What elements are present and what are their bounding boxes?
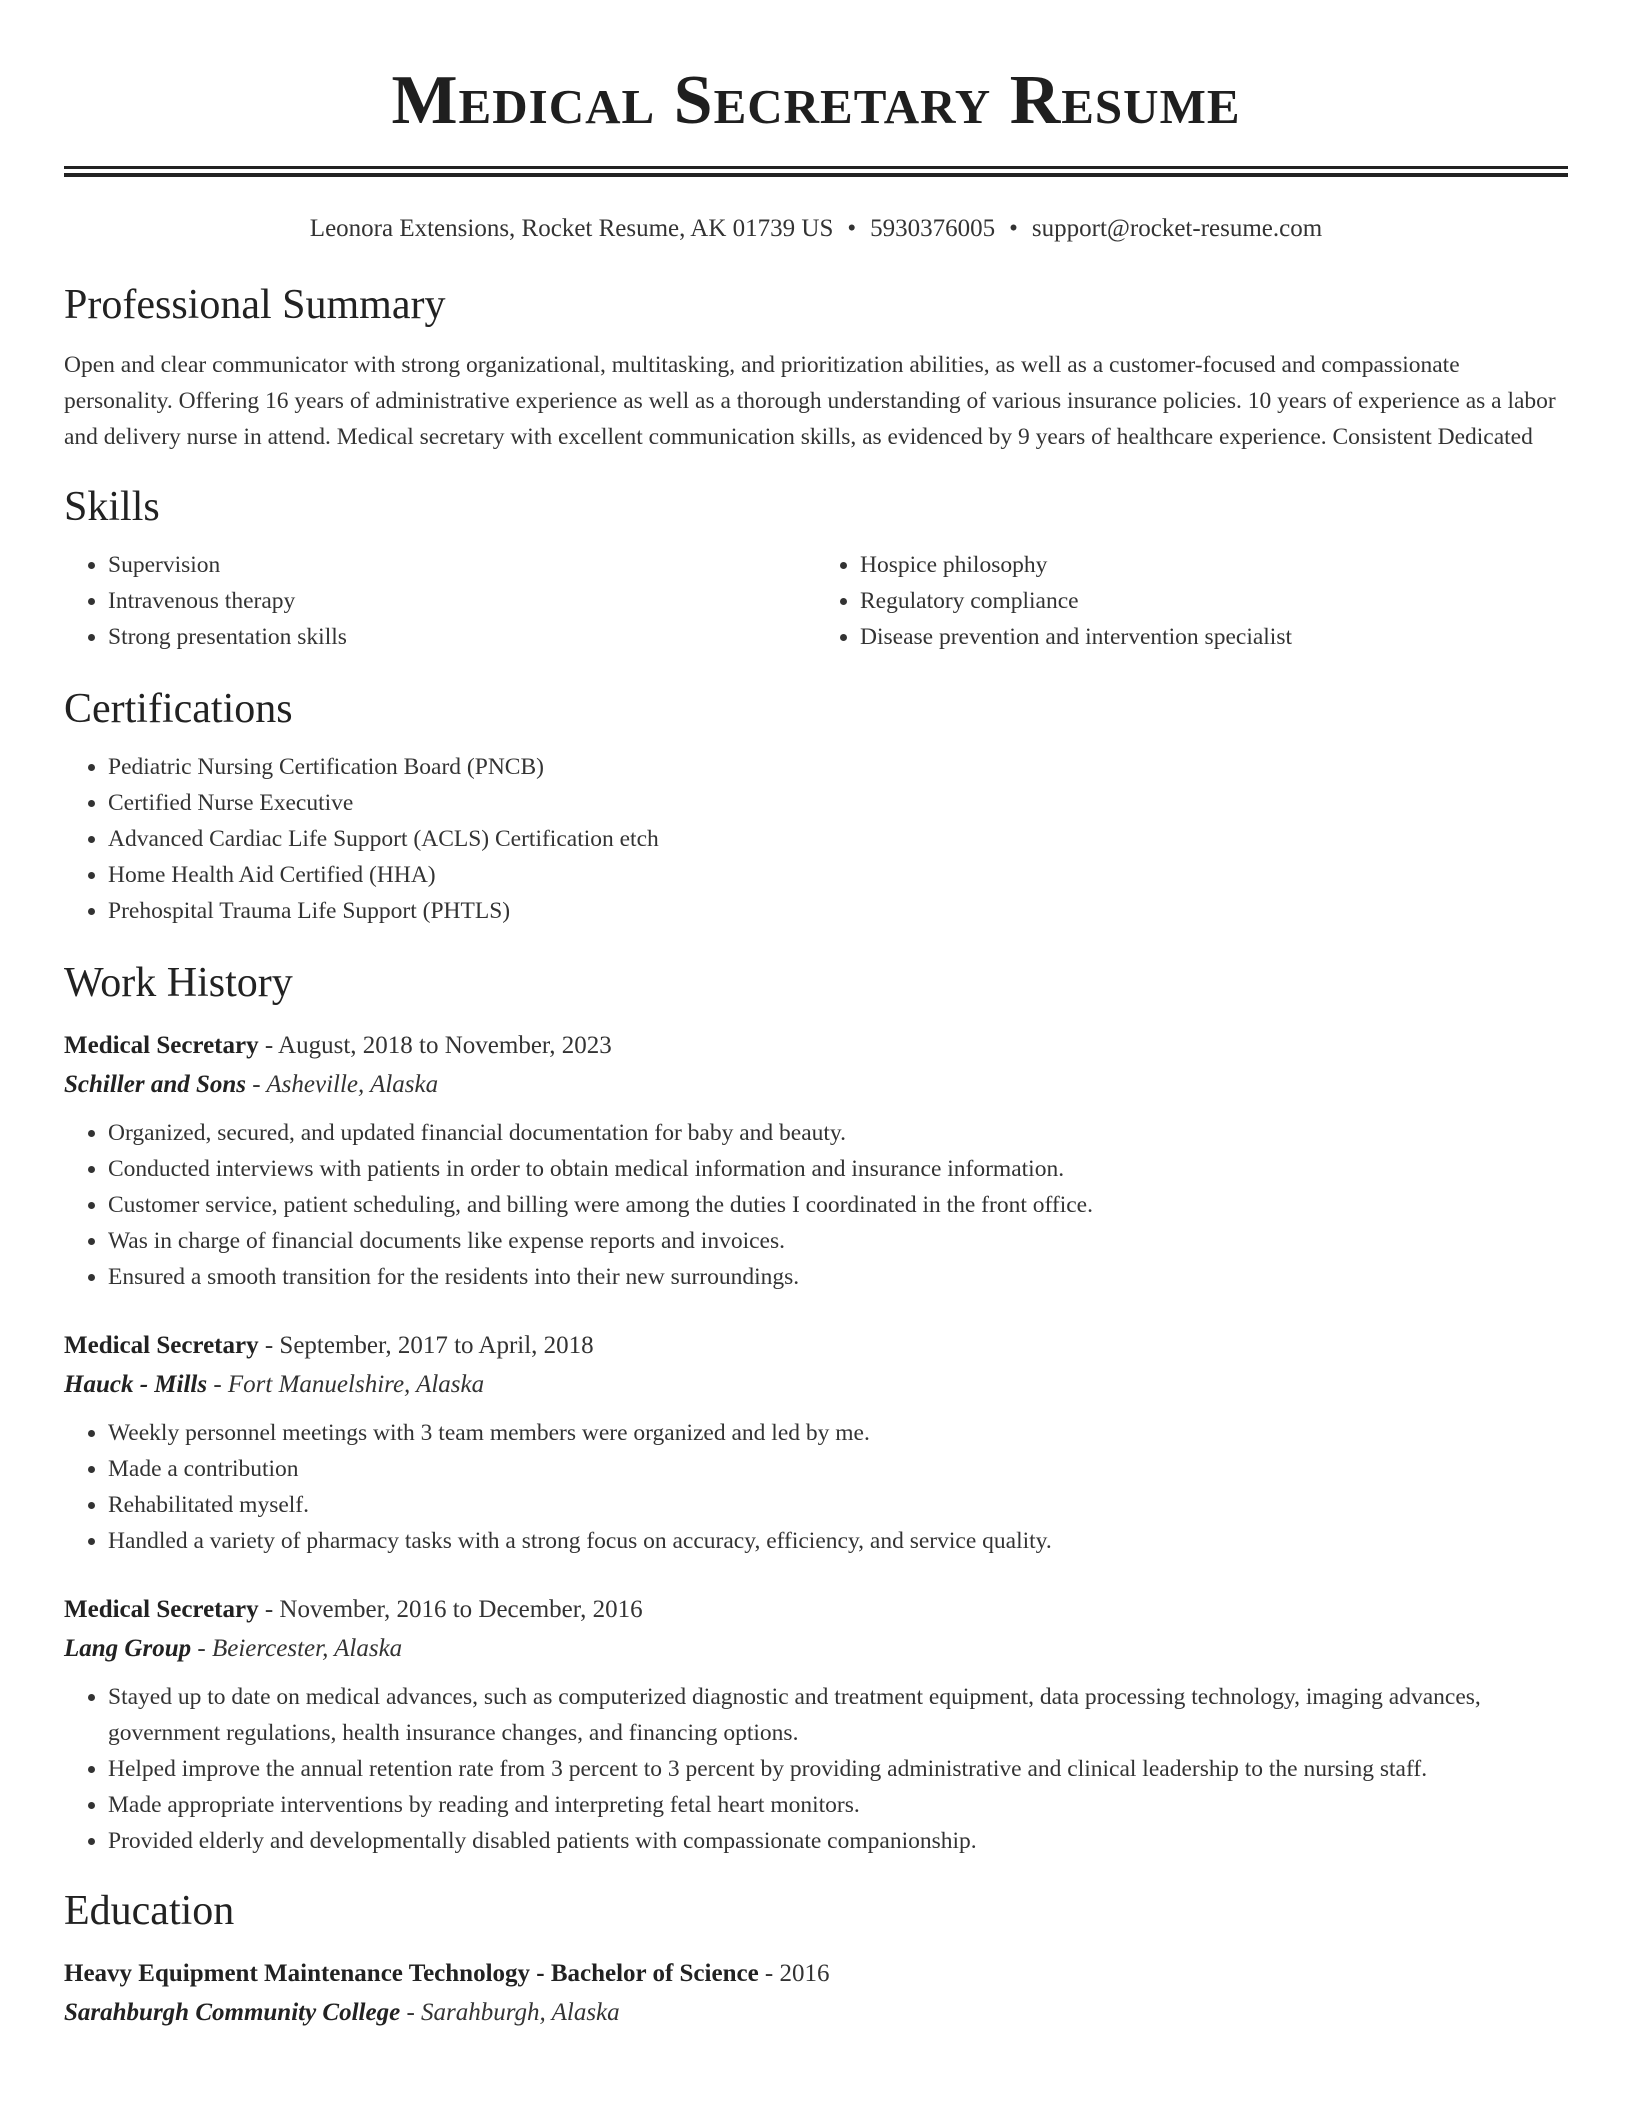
contact-address: Leonora Extensions, Rocket Resume, AK 01739 US	[309, 215, 834, 242]
job-title: Medical Secretary	[64, 1332, 259, 1359]
job-bullet: • Helped improve the annual retention rate from 3 percent to 3 percent by providing administrative and clinical leadership to the nursing staff.	[108, 1751, 1568, 1787]
job-company: Hauck - Mills	[64, 1371, 208, 1398]
title-divider	[64, 166, 1568, 177]
summary-text: Open and clear communicator with strong organizational, multitasking, and prioritization abilities, as well as a customer-focused and compassionate personality. Offering 16 years of administrative experience as well as a thorough understanding of various insurance policies. 10 years of experience as a labor and delivery nurse in attend. Medical secretary with excellent communication skills, as evidenced by 9 years of healthcare experience. Consistent Dedicated	[64, 352, 1556, 450]
skill-item: • Intravenous therapy	[108, 583, 816, 619]
certification-item: • Certified Nurse Executive	[108, 785, 1568, 821]
job-entry	[64, 1591, 1568, 1859]
job-entry	[64, 1327, 1568, 1559]
certifications-list	[64, 749, 1568, 929]
certification-item: • Home Health Aid Certified (HHA)	[108, 857, 1568, 893]
education-degree-line: Heavy Equipment Maintenance Technology - Bachelor of Science - 2016	[64, 1960, 830, 1987]
job-bullets	[64, 1679, 1568, 1859]
work-history-heading: Work History	[64, 960, 293, 1006]
summary-section	[64, 279, 1568, 455]
job-title-line: Medical Secretary - September, 2017 to April, 2018	[64, 1332, 594, 1359]
job-bullet: • Made a contribution	[108, 1451, 1568, 1487]
skills-list-right	[816, 547, 1568, 655]
skill-item: • Supervision	[108, 547, 816, 583]
job-title-line: Medical Secretary - November, 2016 to December, 2016	[64, 1596, 643, 1623]
skill-item: • Disease prevention and intervention specialist	[860, 619, 1568, 655]
job-title-line: Medical Secretary - August, 2018 to November, 2023	[64, 1032, 612, 1059]
contact-phone: 5930376005	[870, 215, 996, 242]
skills-list-left	[64, 547, 816, 655]
job-bullet: • Made appropriate interventions by reading and interpreting fetal heart monitors.	[108, 1787, 1568, 1823]
job-company-line: Hauck - Mills - Fort Manuelshire, Alaska	[64, 1371, 485, 1398]
education-school: Sarahburgh Community College	[64, 1999, 401, 2026]
job-bullet: • Stayed up to date on medical advances, such as computerized diagnostic and treatment equipment, data processing technology, imaging advances, government regulations, health insurance changes, and financing options.	[108, 1679, 1568, 1751]
skill-item: • Strong presentation skills	[108, 619, 816, 655]
page-title: Medical Secretary Resume	[391, 62, 1241, 139]
job-bullet: • Ensured a smooth transition for the residents into their new surroundings.	[108, 1259, 1568, 1295]
certification-item: • Advanced Cardiac Life Support (ACLS) Certification etch	[108, 821, 1568, 857]
education-entry	[64, 1955, 1568, 2033]
job-bullet: • Customer service, patient scheduling, and billing were among the duties I coordinated in the front office.	[108, 1187, 1568, 1223]
job-company-line: Schiller and Sons - Asheville, Alaska	[64, 1071, 439, 1098]
skill-item: • Hospice philosophy	[860, 547, 1568, 583]
job-bullets	[64, 1415, 1568, 1559]
education-degree: Heavy Equipment Maintenance Technology - Bachelor of Science	[64, 1960, 759, 1987]
education-school-line: Sarahburgh Community College - Sarahburgh, Alaska	[64, 1999, 620, 2026]
summary-heading: Professional Summary	[64, 282, 446, 328]
job-company: Lang Group	[64, 1635, 192, 1662]
job-bullets	[64, 1115, 1568, 1295]
education-year: 2016	[779, 1960, 830, 1987]
job-bullet: • Handled a variety of pharmacy tasks with a strong focus on accuracy, efficiency, and service quality.	[108, 1523, 1568, 1559]
job-bullet: • Conducted interviews with patients in order to obtain medical information and insurance information.	[108, 1151, 1568, 1187]
job-dates: August, 2018 to November, 2023	[278, 1032, 612, 1059]
contact-email: support@rocket-resume.com	[1031, 215, 1323, 242]
job-bullet: • Weekly personnel meetings with 3 team members were organized and led by me.	[108, 1415, 1568, 1451]
job-dates: November, 2016 to December, 2016	[279, 1596, 643, 1623]
job-company: Schiller and Sons	[64, 1071, 247, 1098]
job-location: Beiercester, Alaska	[211, 1635, 403, 1662]
contact-separator: •	[847, 215, 857, 242]
skills-section	[64, 481, 1568, 655]
job-title: Medical Secretary	[64, 1596, 259, 1623]
education-location: Sarahburgh, Alaska	[421, 1999, 620, 2026]
work-history-section	[64, 957, 1568, 1859]
education-section	[64, 1885, 1568, 2033]
certification-item: • Prehospital Trauma Life Support (PHTLS)	[108, 893, 1568, 929]
certifications-section	[64, 683, 1568, 929]
certification-item: • Pediatric Nursing Certification Board (PNCB)	[108, 749, 1568, 785]
job-bullet: • Provided elderly and developmentally disabled patients with compassionate companionship.	[108, 1823, 1568, 1859]
job-bullet: • Rehabilitated myself.	[108, 1487, 1568, 1523]
job-location: Asheville, Alaska	[266, 1071, 439, 1098]
education-heading: Education	[64, 1888, 235, 1934]
certifications-heading: Certifications	[64, 686, 293, 732]
job-dates: September, 2017 to April, 2018	[279, 1332, 594, 1359]
contact-separator: •	[1009, 215, 1018, 242]
contact-line	[64, 213, 1568, 245]
job-bullet: • Was in charge of financial documents like expense reports and invoices.	[108, 1223, 1568, 1259]
skill-item: • Regulatory compliance	[860, 583, 1568, 619]
job-title: Medical Secretary	[64, 1032, 259, 1059]
job-location: Fort Manuelshire, Alaska	[227, 1371, 485, 1398]
job-entry	[64, 1027, 1568, 1295]
skills-heading: Skills	[64, 484, 160, 530]
skills-columns	[64, 547, 1568, 655]
job-company-line: Lang Group - Beiercester, Alaska	[64, 1635, 403, 1662]
job-bullet: • Organized, secured, and updated financial documentation for baby and beauty.	[108, 1115, 1568, 1151]
